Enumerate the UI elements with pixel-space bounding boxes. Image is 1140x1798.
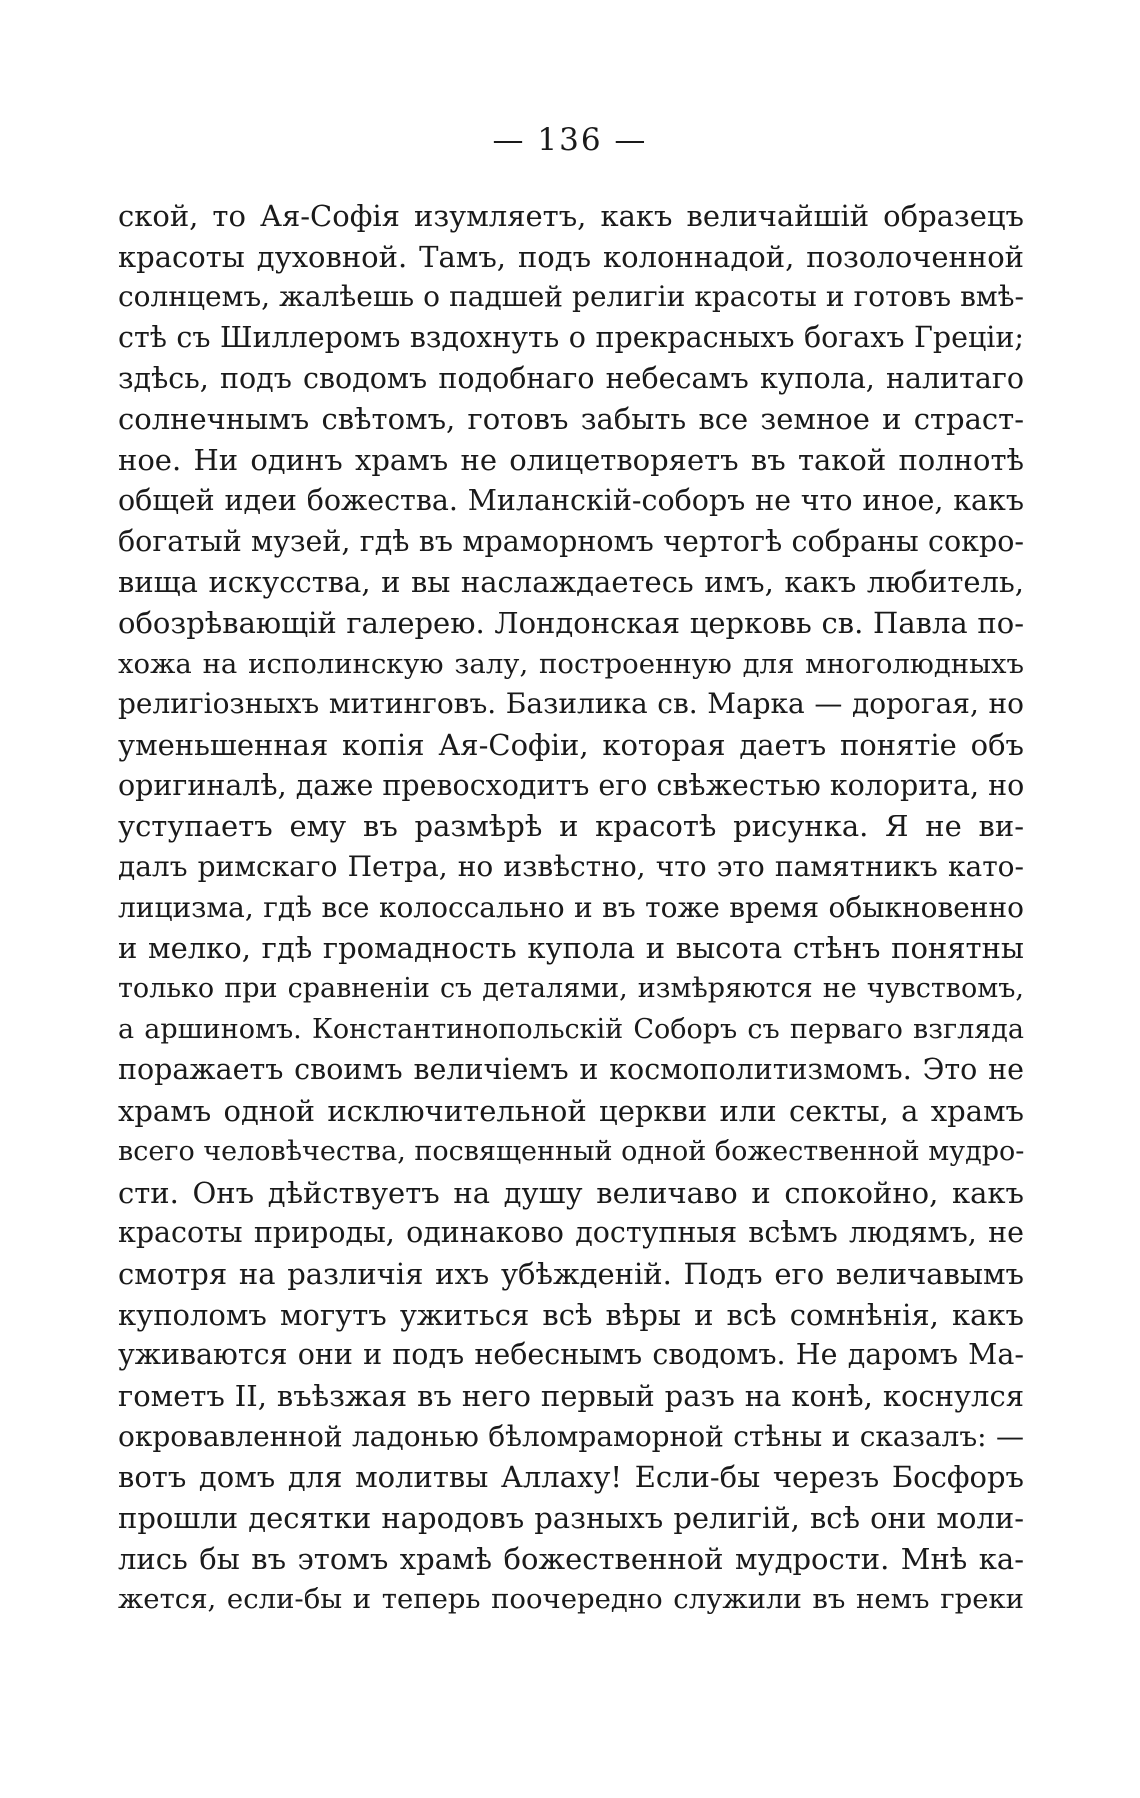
text-line: лись бы въ этомъ храмѣ божественной мудрости. Мнѣ ка- bbox=[118, 1541, 1024, 1576]
text-line: всего человѣчества, посвященный одной божественной мудро- bbox=[118, 1135, 1025, 1167]
text-line: а аршиномъ. Константинопольскій Соборъ съ перваго взгляда bbox=[118, 1013, 1024, 1045]
text-line: прошли десятки народовъ разныхъ религій, всѣ они моли- bbox=[118, 1501, 1024, 1535]
text-line: красоты природы, одинаково доступныя всѣмъ людямъ, не bbox=[118, 1216, 1024, 1250]
text-line: далъ римскаго Петра, но извѣстно, что это памятникъ като- bbox=[118, 850, 1024, 883]
text-line: уживаются они и подъ небеснымъ сводомъ. Не даромъ Ма- bbox=[118, 1338, 1024, 1372]
text-line: богатый музей, гдѣ въ мраморномъ чертогѣ собраны сокро- bbox=[118, 524, 1024, 558]
page-number: — 136 — bbox=[492, 122, 648, 158]
text-line: лицизма, гдѣ все колоссально и въ тоже время обыкновенно bbox=[118, 890, 1024, 924]
text-line: только при сравненіи съ деталями, измѣряются не чувствомъ, bbox=[118, 973, 1024, 1005]
text-line: гометъ II, въѣзжая въ него первый разъ на конѣ, коснулся bbox=[118, 1378, 1024, 1413]
text-line: уступаетъ ему въ размѣрѣ и красотѣ рисунка. Я не ви- bbox=[118, 809, 1024, 844]
text-line: красоты духовной. Тамъ, подъ колоннадой, позолоченной bbox=[118, 239, 1024, 274]
body-text bbox=[118, 196, 1024, 1620]
text-line: общей идеи божества. Миланскій-соборъ не что иное, какъ bbox=[118, 483, 1024, 517]
text-line: здѣсь, подъ сводомъ подобнаго небесамъ купола, налитаго bbox=[118, 361, 1024, 395]
text-line: солнечнымъ свѣтомъ, готовъ забыть все земное и страст- bbox=[118, 402, 1024, 437]
text-line: окровавленной ладонью бѣломраморной стѣны и сказалъ: — bbox=[118, 1419, 1024, 1453]
text-line: ное. Ни одинъ храмъ не олицетворяетъ въ такой полнотѣ bbox=[118, 443, 1024, 478]
text-line: религіозныхъ митинговъ. Базилика св. Марка — дорогая, но bbox=[118, 687, 1024, 721]
text-line: хожа на исполинскую залу, построенную для многолюдныхъ bbox=[118, 647, 1024, 680]
text-line: солнцемъ, жалѣешь о падшей религіи красоты и готовъ вмѣ- bbox=[118, 280, 1024, 314]
text-line: оригиналѣ, даже превосходитъ его свѣжестью колорита, но bbox=[118, 768, 1025, 802]
text-line: обозрѣвающій галерею. Лондонская церковь св. Павла по- bbox=[118, 605, 1024, 640]
text-line: храмъ одной исключительной церкви или секты, а храмъ bbox=[118, 1094, 1024, 1129]
text-line: поражаетъ своимъ величіемъ и космополитизмомъ. Это не bbox=[118, 1053, 1024, 1087]
text-line: вотъ домъ для молитвы Аллаху! Если-бы черезъ Босфоръ bbox=[118, 1460, 1024, 1495]
text-line: куполомъ могутъ ужиться всѣ вѣры и всѣ сомнѣнія, какъ bbox=[118, 1297, 1024, 1332]
text-line: уменьшенная копія Ая-Софіи, которая даетъ понятіе объ bbox=[118, 727, 1024, 762]
text-line: сти. Онъ дѣйствуетъ на душу величаво и спокойно, какъ bbox=[118, 1175, 1024, 1210]
text-line: жется, если-бы и теперь поочередно служили въ немъ греки bbox=[118, 1583, 1024, 1616]
text-line: и мелко, гдѣ громадность купола и высота стѣнъ понятны bbox=[118, 931, 1024, 966]
text-line: стѣ съ Шиллеромъ вздохнуть о прекрасныхъ богахъ Греціи; bbox=[118, 321, 1024, 355]
text-line: ской, то Ая-Софія изумляетъ, какъ величайшій образецъ bbox=[118, 199, 1024, 233]
text-line: смотря на различія ихъ убѣжденій. Подъ его величавымъ bbox=[118, 1256, 1024, 1291]
text-line: вища искусства, и вы наслаждаетесь имъ, какъ любитель, bbox=[118, 565, 1024, 600]
